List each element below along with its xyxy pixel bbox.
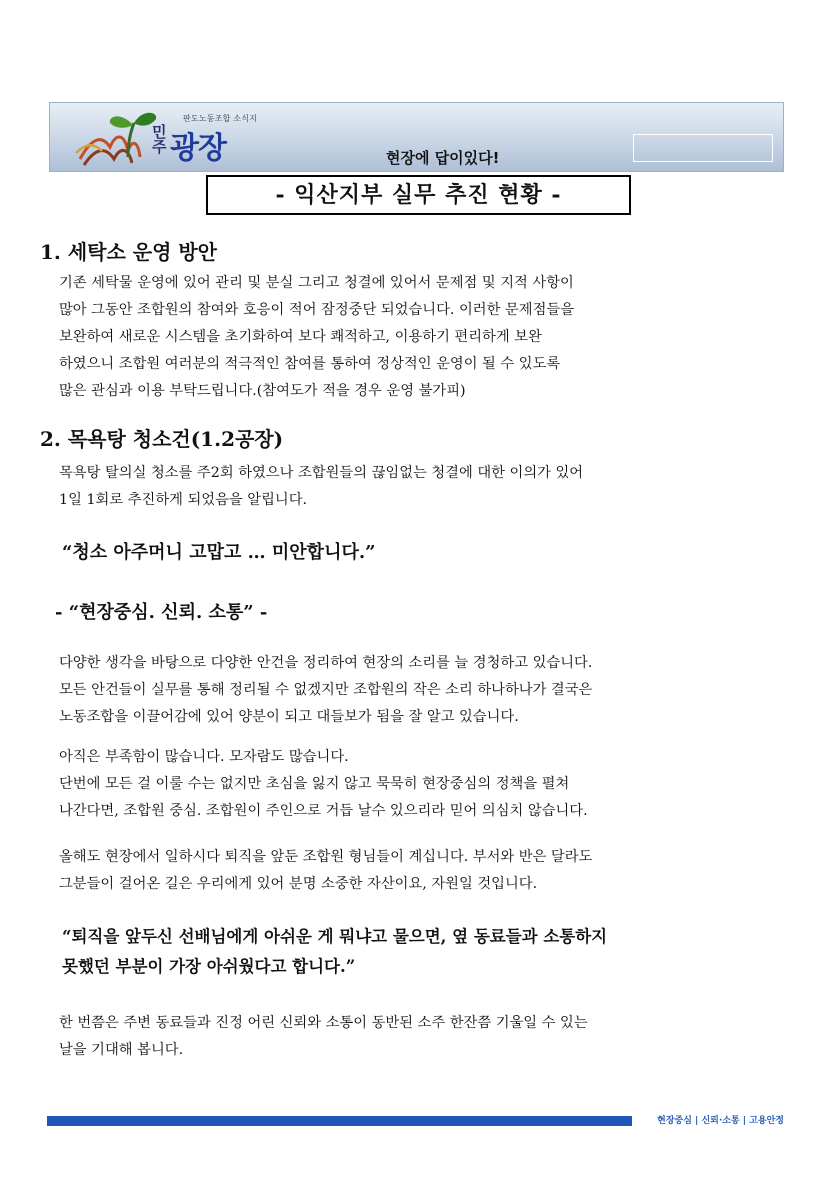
paragraph-line: 다양한 생각을 바탕으로 다양한 안건을 정리하여 현장의 소리를 늘 경청하고 있습니다. — [59, 655, 593, 671]
section2-line: 목욕탕 탈의실 청소를 주2회 하였으나 조합원들의 끊임없는 청결에 대한 이의가 있어 — [59, 465, 584, 481]
banner-frame — [633, 134, 773, 162]
paragraph-line: 날을 기대해 봅니다. — [59, 1042, 184, 1058]
newsletter-union-label: 판도노동조합 소식지 — [183, 114, 258, 123]
newsletter-banner — [49, 102, 784, 172]
thanks-quote: “청소 아주머니 고맙고 … 미안합니다.” — [62, 542, 376, 563]
section2-heading: 2. 목욕탕 청소건(1.2공장) — [40, 427, 284, 451]
section1-line: 보완하여 새로운 시스템을 초기화하여 보다 쾌적하고, 이용하기 편리하게 보완 — [59, 329, 542, 345]
footer-slogan: 현장중심 | 신뢰·소통 | 고용안정 — [657, 1116, 784, 1126]
section1-line: 많은 관심과 이용 부탁드립니다.(참여도가 적을 경우 운영 불가피) — [59, 383, 466, 399]
paragraph-line: 그분들이 걸어온 길은 우리에게 있어 분명 소중한 자산이요, 자원일 것입니다. — [59, 876, 538, 892]
newsletter-name: 광장 — [170, 131, 226, 166]
paragraph-line: 단번에 모든 걸 이룰 수는 없지만 초심을 잃지 않고 묵묵히 현장중심의 정책을 펼쳐 — [59, 776, 570, 792]
paragraph-line: 나간다면, 조합원 중심. 조합원이 주인으로 거듭 날수 있으리라 믿어 의심치 않습니다. — [59, 803, 588, 819]
section1-line: 하였으니 조합원 여러분의 적극적인 참여를 통하여 정상적인 운영이 될 수 있도록 — [59, 356, 561, 372]
quote-line: 못했던 부분이 가장 아쉬웠다고 합니다.” — [62, 957, 356, 976]
newsletter-slogan: 현장에 답이있다! — [386, 149, 500, 167]
section2-line: 1일 1회로 추진하게 되었음을 알립니다. — [59, 492, 308, 508]
footer-bar — [47, 1116, 632, 1126]
page-title: - 익산지부 실무 추진 현황 - — [206, 175, 631, 215]
quote-line: “퇴직을 앞두신 선배님에게 아쉬운 게 뭐냐고 물으면, 옆 동료들과 소통하지 — [62, 927, 608, 946]
section1-line: 기존 세탁물 운영에 있어 관리 및 분실 그리고 청결에 있어서 문제점 및 지적 사항이 — [59, 275, 574, 291]
paragraph-line: 모든 안건들이 실무를 통해 정리될 수 없겠지만 조합원의 작은 소리 하나하나가 결국은 — [59, 682, 593, 698]
paragraph-line: 한 번쯤은 주변 동료들과 진정 어린 신뢰와 소통이 동반된 소주 한잔쯤 기울일 수 있는 — [59, 1015, 588, 1031]
paragraph-line: 노동조합을 이끌어감에 있어 양분이 되고 대들보가 됨을 잘 알고 있습니다. — [59, 709, 519, 725]
newsletter-minju-label: 민주 — [152, 123, 167, 156]
paragraph-line: 올해도 현장에서 일하시다 퇴직을 앞둔 조합원 형님들이 계십니다. 부서와 반은 달라도 — [59, 849, 593, 865]
paragraph-line: 아직은 부족함이 많습니다. 모자람도 많습니다. — [59, 749, 349, 765]
section1-line: 많아 그동안 조합원의 참여와 호응이 적어 잠정중단 되었습니다. 이러한 문제점들을 — [59, 302, 575, 318]
section1-heading: 1. 세탁소 운영 방안 — [40, 240, 218, 264]
slogan-heading: - “현장중심. 신뢰. 소통” - — [55, 602, 268, 623]
